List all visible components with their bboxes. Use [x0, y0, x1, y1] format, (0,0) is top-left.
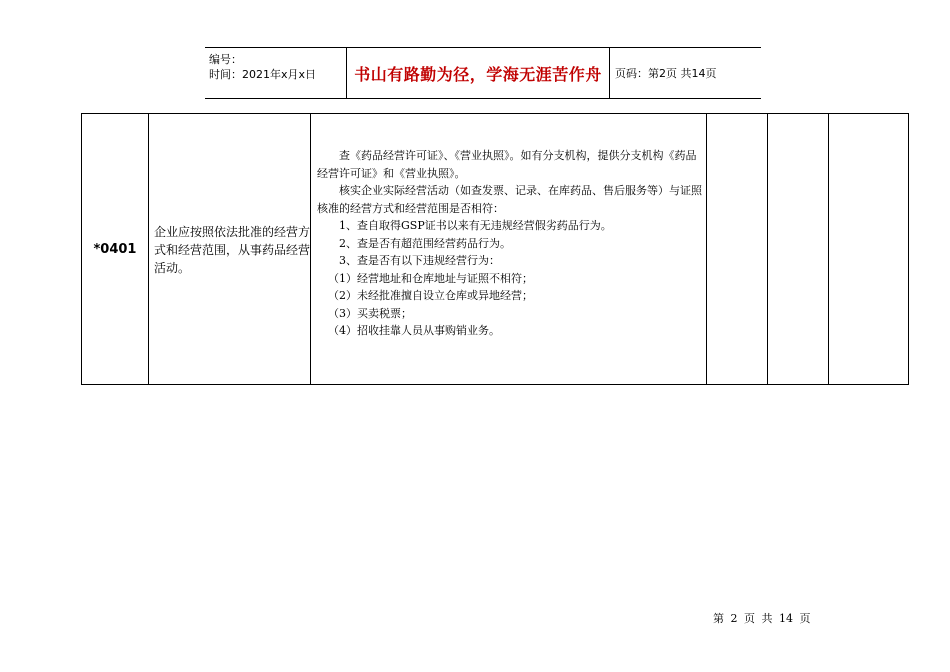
table-column-divider	[828, 114, 829, 384]
header-page-info: 页码：第2页 共14页	[615, 67, 717, 80]
time-label: 时间：2021年x月x日	[209, 68, 317, 81]
page-footer: 第 2 页 共 14 页	[713, 612, 811, 625]
table-column-divider	[310, 114, 311, 384]
table-column-divider	[706, 114, 707, 384]
header-divider	[609, 48, 610, 98]
requirement-text: 企业应按照依法批准的经营方式和经营范围，从事药品经营活动。	[154, 225, 311, 275]
page-header	[205, 47, 761, 99]
inspection-method	[317, 147, 705, 340]
table-column-divider	[767, 114, 768, 384]
method-line: 1、查自取得GSP证书以来有无违规经营假劣药品行为。	[339, 219, 612, 232]
method-line: 核实企业实际经营活动（如查发票、记录、在库药品、售后服务等）与证照核准的经营方式和经营范围是否相符：	[317, 184, 702, 215]
number-label: 编号：	[209, 53, 242, 66]
method-line: （2）未经批准擅自设立仓库或异地经营；	[328, 289, 533, 302]
method-line: （3）买卖税票；	[328, 306, 412, 320]
method-line: 3、查是否有以下违规经营行为：	[339, 254, 500, 267]
table-column-divider	[148, 114, 149, 384]
inspection-table	[81, 113, 909, 385]
header-meta	[209, 52, 344, 82]
header-motto: 书山有路勤为径，学海无涯苦作舟	[354, 64, 602, 84]
method-line: （1）经营地址和仓库地址与证照不相符；	[328, 271, 533, 285]
method-line: （4）招收挂靠人员从事购销业务。	[328, 324, 500, 337]
method-line: 2、查是否有超范围经营药品行为。	[339, 236, 511, 250]
method-line: 查《药品经营许可证》、《营业执照》。如有分支机构，提供分支机构《药品经营许可证》和《营业执照》。	[317, 149, 697, 180]
item-code: *0401	[93, 241, 137, 257]
